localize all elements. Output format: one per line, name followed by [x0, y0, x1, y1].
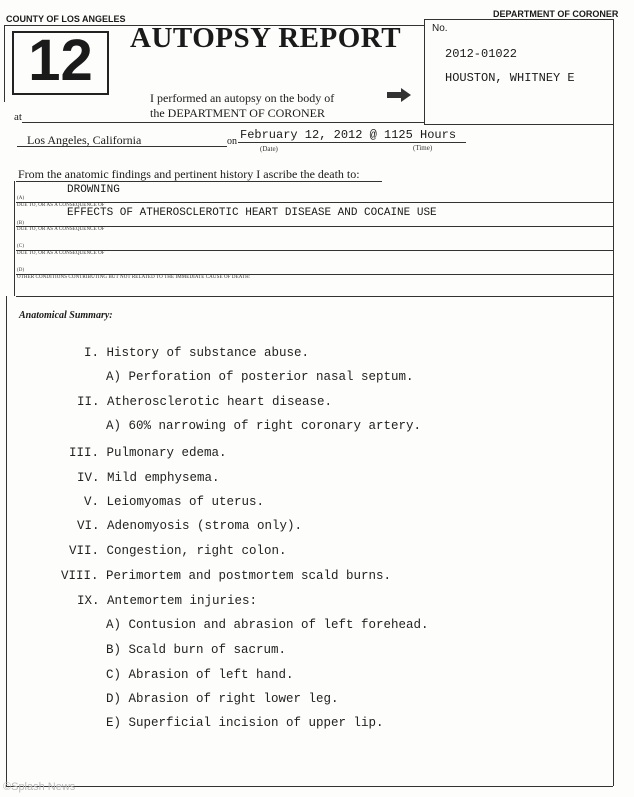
department-label: DEPARTMENT OF CORONER [493, 9, 619, 19]
date-caption: (Date) [260, 145, 278, 153]
summary-line-2: A) Perforation of posterior nasal septum. [106, 370, 414, 384]
cause-a-label: (A) [17, 196, 25, 201]
datetime-underline [238, 142, 466, 143]
case-number: 2012-01022 [445, 47, 518, 61]
right-arrow-icon [387, 88, 411, 107]
at-label: at [14, 111, 22, 123]
location-value: Los Angeles, California [27, 133, 142, 147]
cause-intro-underline [16, 181, 382, 182]
summary-line-3: II. Atherosclerotic heart disease. [77, 395, 333, 409]
summary-line-10: VIII. Perimortem and postmortem scald burns. [61, 569, 392, 583]
county-label: COUNTY OF LOS ANGELES [6, 14, 126, 24]
cause-b-value: EFFECTS OF ATHEROSCLEROTIC HEART DISEASE AND COCAINE USE [67, 207, 437, 219]
cause-intro: From the anatomic findings and pertinent history I ascribe the death to: [18, 167, 360, 181]
summary-line-8: VI. Adenomyosis (stroma only). [77, 519, 303, 533]
other-conditions-label: OTHER CONDITIONS CONTRIBUTING BUT NOT RELATED TO THE IMMEDIATE CAUSE OF DEATH: [17, 275, 251, 280]
cause-a-underline [16, 202, 613, 203]
location-underline [17, 146, 227, 147]
time-caption: (Time) [413, 144, 433, 152]
statement-line-1: I performed an autopsy on the body of [150, 91, 335, 105]
decedent-name: HOUSTON, WHITNEY E [445, 71, 575, 85]
summary-line-9: VII. Congestion, right colon. [69, 544, 287, 558]
cause-c-underline [16, 250, 613, 251]
at-underline [22, 122, 424, 123]
cause-b-underline [16, 226, 613, 227]
page-title: AUTOPSY REPORT [130, 22, 402, 54]
cause-d-label: (D) [17, 268, 25, 273]
summary-heading: Anatomical Summary: [19, 310, 113, 321]
summary-line-1: I. History of substance abuse. [84, 346, 310, 360]
case-number-label: No. [432, 23, 448, 34]
frame-left-line [4, 25, 5, 102]
summary-line-13: B) Scald burn of sacrum. [106, 643, 287, 657]
summary-line-11: IX. Antemortem injuries: [77, 594, 258, 608]
cause-c-label: (C) [17, 244, 24, 249]
due-to-3: DUE TO, OR AS A CONSEQUENCE OF [17, 251, 105, 256]
body-left-line [6, 296, 7, 786]
summary-line-5: III. Pulmonary edema. [69, 446, 227, 460]
summary-line-15: D) Abrasion of right lower leg. [106, 692, 339, 706]
due-to-2: DUE TO, OR AS A CONSEQUENCE OF [17, 227, 105, 232]
statement-line-2: the DEPARTMENT OF CORONER [150, 106, 325, 120]
watermark: ©Splash News [3, 781, 76, 793]
cause-left-line [14, 181, 15, 296]
other-conditions-underline [16, 296, 613, 297]
on-label: on [227, 136, 237, 147]
due-to-1: DUE TO, OR AS A CONSEQUENCE OF [17, 203, 105, 208]
cause-a-value: DROWNING [67, 184, 120, 196]
summary-line-4: A) 60% narrowing of right coronary artery. [106, 419, 422, 433]
summary-line-16: E) Superficial incision of upper lip. [106, 716, 384, 730]
summary-line-6: IV. Mild emphysema. [77, 471, 220, 485]
page-number: 12 [28, 28, 93, 93]
summary-line-12: A) Contusion and abrasion of left forehead. [106, 618, 429, 632]
body-bottom-line [6, 786, 613, 787]
summary-line-7: V. Leiomyomas of uterus. [84, 495, 265, 509]
body-right-line [613, 123, 614, 786]
summary-line-14: C) Abrasion of left hand. [106, 668, 294, 682]
datetime-value: February 12, 2012 @ 1125 Hours [240, 128, 457, 142]
cause-b-label: (B) [17, 221, 24, 226]
